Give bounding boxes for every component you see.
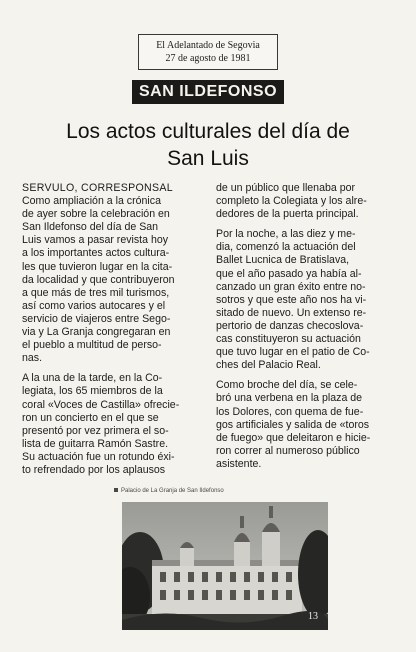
right-column-text-line: que el año pasado ya había al-: [216, 267, 362, 280]
right-column-text-line: ron correr al numeroso público: [216, 444, 360, 457]
right-column-text-line: Ballet Lucnica de Bratislava,: [216, 254, 350, 267]
left-column-text-line: Como ampliación a la crónica: [22, 195, 161, 208]
palace-illustration: [122, 502, 328, 630]
left-column-text-line: coral «Voces de Castilla» ofrecie-: [22, 398, 180, 411]
newspaper-source-stamp: [138, 34, 278, 70]
right-column-text-line: de un público que llenaba por: [216, 182, 356, 194]
byline: SERVULO, CORRESPONSAL: [22, 182, 173, 194]
publication-date: 27 de agosto de 1981: [165, 53, 251, 64]
right-column-text-line: dia, comenzó la actuación del: [216, 241, 356, 254]
left-column-text-line: presentó por vez primera el so-: [22, 424, 169, 437]
right-column-text-line: completo la Colegiata y los alre-: [216, 195, 367, 208]
headline: [20, 118, 396, 172]
left-column-text-line: da localidad y que contribuyeron: [22, 273, 175, 286]
right-column-text-line: bró una verbena en la plaza de: [216, 392, 363, 405]
right-column-text-line: de fuego» que deleitaron e hicie-: [216, 431, 371, 444]
left-column-text-line: Luis vamos a pasar revista hoy: [22, 234, 169, 247]
left-column-text-line: a los importantes actos cultura-: [22, 247, 170, 260]
section-label: SAN ILDEFONSO: [132, 80, 284, 104]
left-column-text-line: servicio de viajeros entre Sego-: [22, 312, 171, 325]
headline-line-2: San Luis: [167, 147, 249, 170]
left-column-text-line: el pueblo a multitud de perso-: [22, 339, 162, 352]
right-column-text-line: sotros y que este año nos ha vi-: [216, 293, 367, 306]
right-column-paragraph-gap: [216, 372, 396, 379]
headline-line-1: Los actos culturales del día de: [66, 120, 350, 143]
right-column-text-line: los Dolores, con quema de fue-: [216, 405, 364, 418]
right-column-text-line: cas constituyeron su actuación: [216, 333, 361, 346]
right-column-text-line: Por la noche, a las diez y me-: [216, 228, 356, 241]
left-column-text-line: via y La Granja congregaran en: [22, 326, 171, 339]
right-column-text-line: asistente.: [216, 457, 262, 470]
right-column-text-line: canzado un gran éxito entre no-: [216, 280, 366, 293]
left-column-text-line: to refrendado por los aplausos: [22, 463, 166, 476]
left-column-text-line: de ayer sobre la celebración en: [22, 208, 170, 221]
left-column-text-line: así como varios autocares y el: [22, 299, 166, 312]
right-column-text-line: ches del Palacio Real.: [216, 359, 321, 372]
left-column-text-line: A la una de la tarde, en la Co-: [22, 372, 163, 385]
article-column-left: [22, 182, 198, 477]
left-column-text-line: lista de guitarra Ramón Sastre.: [22, 437, 169, 450]
right-column-text-line: Como broche del día, se cele-: [216, 379, 358, 392]
left-column-text-line: ron un concierto en el que se: [22, 411, 159, 424]
right-column-text-line: gos artificiales y salida de «toros: [216, 418, 370, 431]
right-column-text-line: que tuvo lugar en el patio de Co-: [216, 346, 370, 359]
photo-caption: Palacio de La Granja de San Ildefonso: [114, 488, 224, 494]
left-column-text-line: San Ildefonso del día de San: [22, 221, 159, 234]
left-column-paragraph-gap: [22, 365, 198, 372]
left-column-text-line: nas.: [22, 352, 43, 365]
left-column-text-line: les que tuvieron lugar en la cita-: [22, 260, 173, 273]
palace-photo: [122, 502, 328, 630]
right-column-text-line: dedores de la puerta principal.: [216, 208, 359, 221]
left-column-text-line: Su actuación fue un rotundo éxi-: [22, 450, 175, 463]
left-column-text-line: legiata, los 65 miembros de la: [22, 385, 163, 398]
page-number: 13: [308, 611, 318, 622]
right-column-text-line: sitado de nuevo. Un extenso re-: [216, 306, 367, 319]
left-column-text-line: a que más de tres mil turismos,: [22, 286, 170, 299]
right-column-paragraph-gap: [216, 221, 396, 228]
newspaper-name: El Adelantado de Segovia: [156, 40, 260, 51]
article-column-right: [216, 182, 396, 471]
right-column-text-line: pertorio de danzas checoslova-: [216, 319, 364, 332]
